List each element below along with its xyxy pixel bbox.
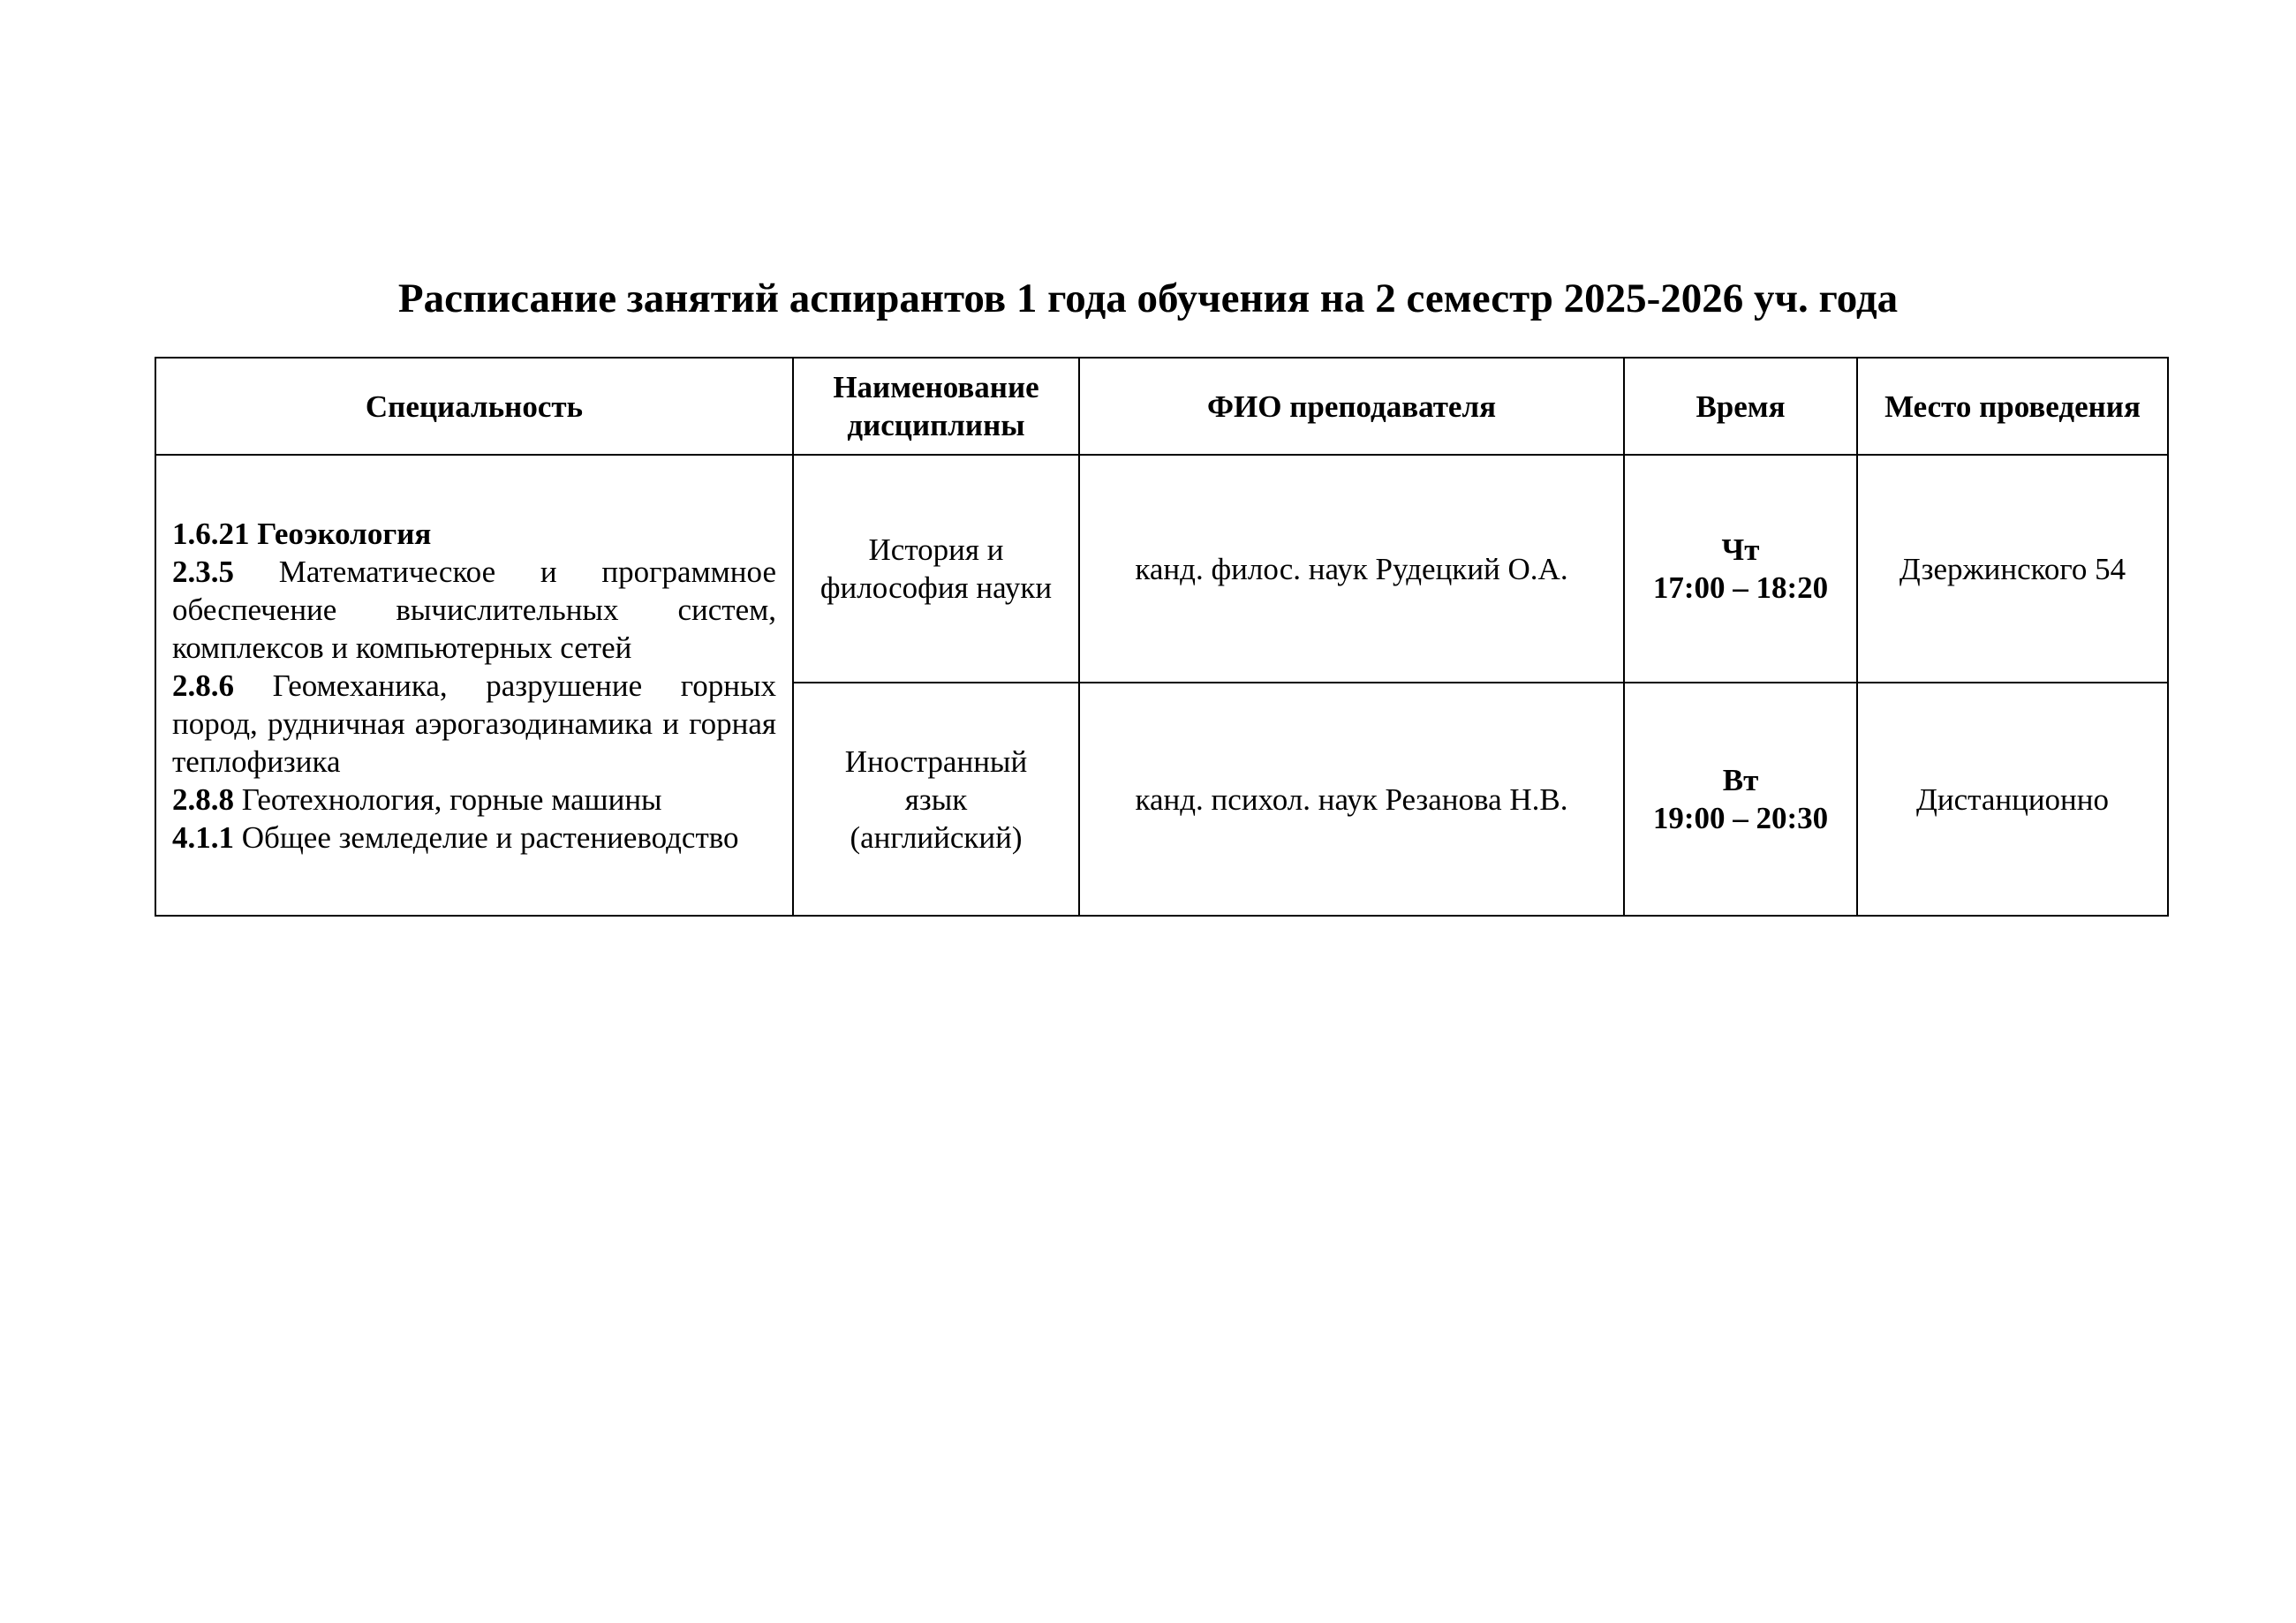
specialty-code: 2.8.6 [172,668,234,703]
specialty-name: Математическое и программное обеспечение вычислительных систем, комплексов и компьютерных сетей [172,554,777,665]
time-cell [1624,683,1857,916]
discipline-line: (английский) [850,819,1023,855]
specialty-name: Общее земледелие и растениеводство [241,819,739,855]
specialty-name: Геотехнология, горные машины [241,781,662,817]
header-discipline-line: Наименование [833,370,1039,404]
discipline-cell [793,455,1079,683]
day-label: Чт [1721,532,1760,567]
header-time: Время [1624,358,1857,455]
schedule-table [155,357,2169,917]
header-teacher: ФИО преподавателя [1079,358,1624,455]
header-place: Место проведения [1857,358,2168,455]
day-label: Вт [1722,763,1759,797]
discipline-line: язык [904,781,968,817]
teacher-cell: канд. психол. наук Резанова Н.В. [1079,683,1624,916]
specialty-name: Геомеханика, разрушение горных пород, рудничная аэрогазодинамика и горная теплофизика [172,668,777,779]
table-row [155,455,2168,683]
specialty-code: 4.1.1 [172,819,234,855]
specialty-item [172,515,776,553]
time-label: 19:00 – 20:30 [1652,801,1829,835]
discipline-line: философия науки [819,570,1053,605]
header-specialty: Специальность [155,358,793,455]
header-row [155,358,2168,455]
specialty-item [172,667,776,781]
place-cell: Дистанционно [1857,683,2168,916]
discipline-line: Иностранный [844,744,1028,779]
time-label: 17:00 – 18:20 [1652,570,1829,605]
header-discipline-line: дисциплины [847,408,1025,442]
specialty-item [172,553,776,667]
specialty-item [172,819,776,857]
specialty-name: Геоэкология [257,516,432,551]
specialty-code: 2.3.5 [172,554,234,589]
header-discipline [793,358,1079,455]
specialty-code: 1.6.21 [172,516,250,551]
specialty-item [172,781,776,819]
page-title: Расписание занятий аспирантов 1 года обучения на 2 семестр 2025-2026 уч. года [397,276,1899,321]
time-cell [1624,455,1857,683]
discipline-cell [793,683,1079,916]
specialty-cell [155,455,793,916]
discipline-line: История и [868,532,1004,567]
specialty-code: 2.8.8 [172,781,234,817]
teacher-cell: канд. филос. наук Рудецкий О.А. [1079,455,1624,683]
place-cell: Дзержинского 54 [1857,455,2168,683]
